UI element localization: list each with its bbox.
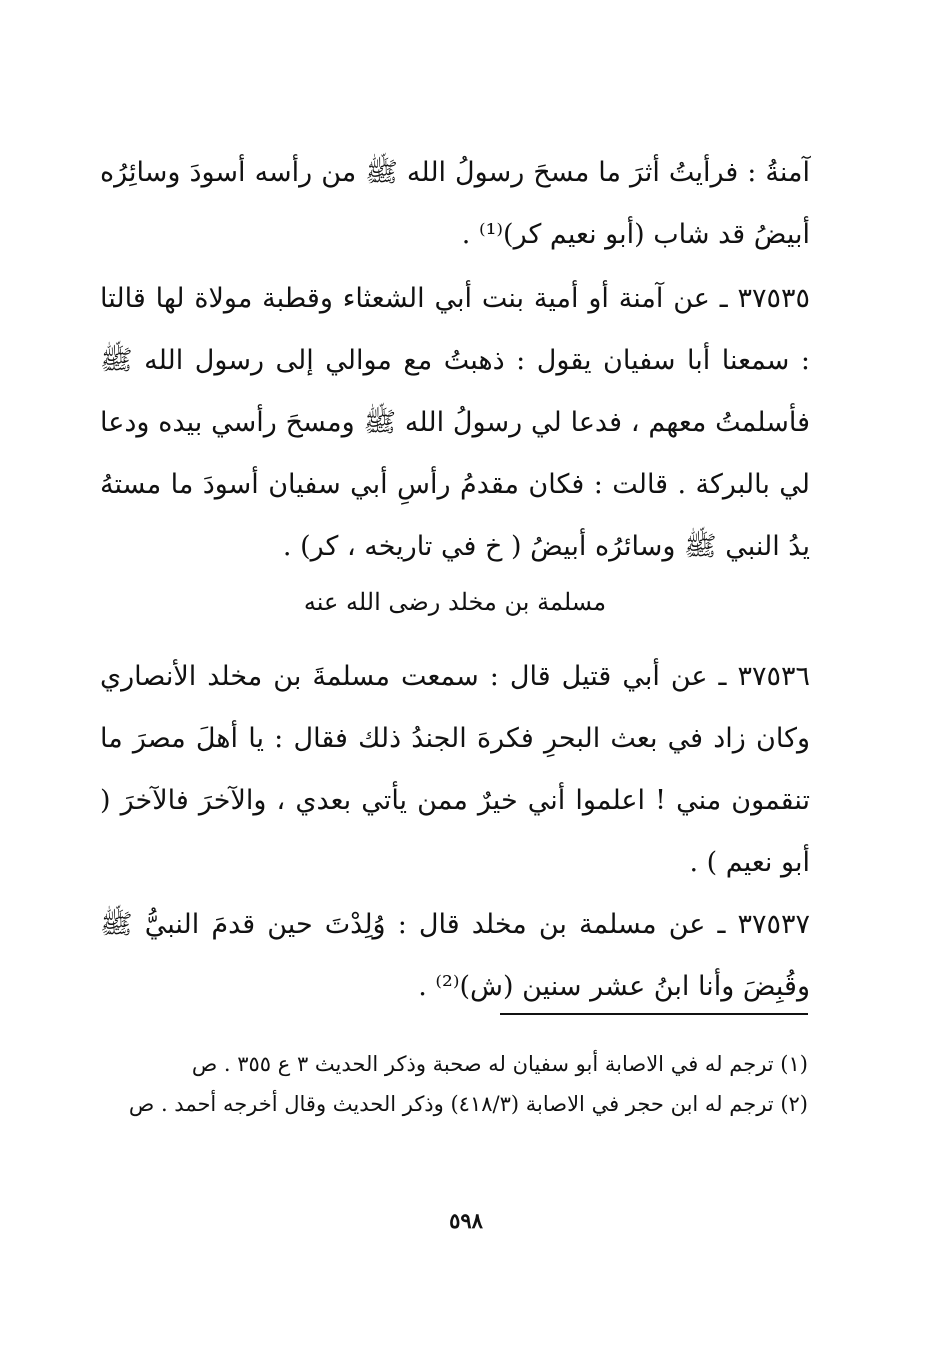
footnotes	[120, 1044, 808, 1124]
paragraph-1: آمنةُ : فرأيتُ أثرَ ما مسحَ رسولُ الله ﷺ من رأسه أسودَ وسائِرُه أبيضُ قد شاب (أبو نعيم كر)⁽¹⁾ .	[100, 157, 810, 250]
section-heading: مسلمة بن مخلد رضى الله عنه	[303, 588, 607, 616]
page-number: ٥٩٨	[449, 1208, 483, 1233]
footnote-2: (٢) ترجم له ابن حجر في الاصابة (٤١٨/٣) وذكر الحديث وقال أخرجه أحمد . ص	[128, 1092, 808, 1116]
footnote-divider	[500, 1013, 808, 1015]
paragraph-hadith-37537: ٣٧٥٣٧ ـ عن مسلمة بن مخلد قال : وُلِدْتَ حين قدمَ النبيُّ ﷺ وقُبِضَ وأنا ابنُ عشر سنين (ش)⁽²⁾ .	[100, 909, 810, 1002]
footnote-1: (١) ترجم له في الاصابة أبو سفيان له صحبة وذكر الحديث ٣ ع ٣٥٥ . ص	[191, 1052, 808, 1076]
paragraph-hadith-37535: ٣٧٥٣٥ ـ عن آمنة أو أمية بنت أبي الشعثاء وقطبة مولاة لها قالتا : سمعنا أبا سفيان يقول : ذهبتُ مع موالي إلى رسول الله ﷺ فأسلمتُ معهم ، فدعا لي رسولُ الله ﷺ ومسحَ رأسي بيده ودعا لي بالبركة . قالت : فكان مقدمُ رأسِ أبي سفيان أسودَ ما مستهُ يدُ النبي ﷺ وسائرُه أبيضُ ( خ في تاريخه ، كر) .	[100, 283, 810, 562]
paragraph-hadith-37536: ٣٧٥٣٦ ـ عن أبي قتيل قال : سمعت مسلمةَ بن مخلد الأنصاري وكان زاد في بعث البحرِ فكرهَ الجندُ ذلك فقال : يا أهلَ مصرَ ما تنقمون مني ! اعلموا أني خيرٌ ممن يأتي بعدي ، والآخرَ فالآخرَ ( أبو نعيم ) .	[100, 661, 810, 878]
